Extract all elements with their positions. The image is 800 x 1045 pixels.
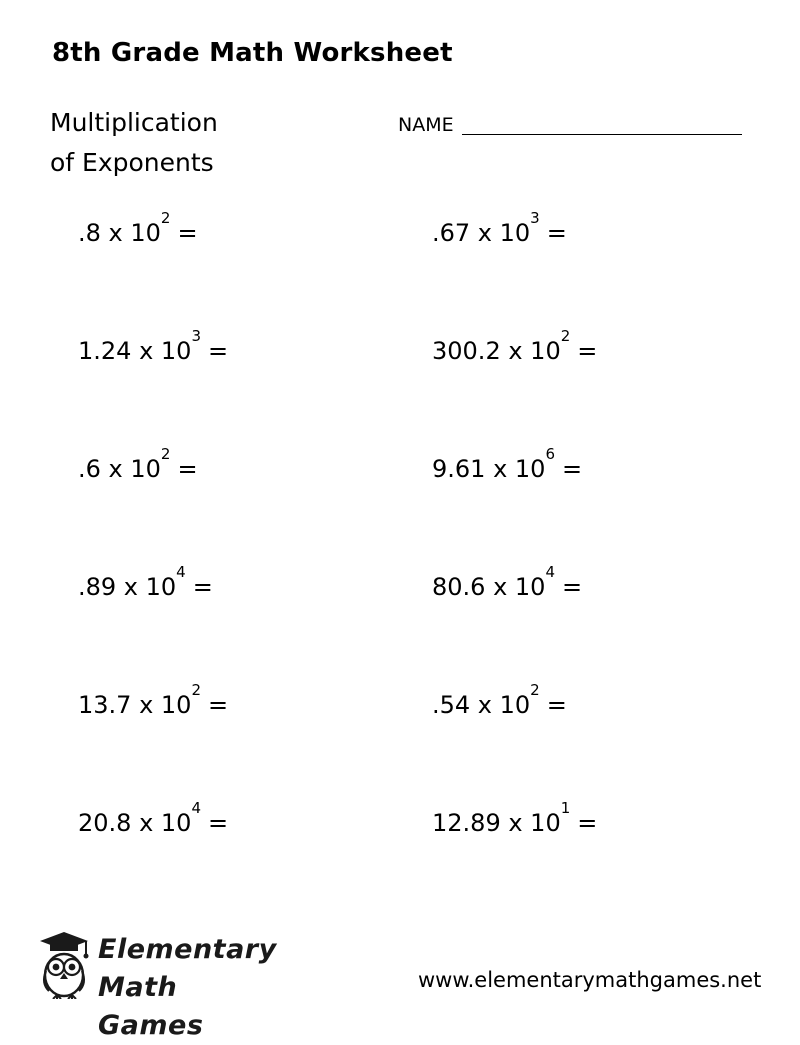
problem-coefficient: 13.7 x 10 <box>78 691 192 719</box>
problem-row <box>0 798 800 926</box>
problem-item <box>432 444 583 484</box>
problem-equals: = <box>546 219 567 247</box>
problem-item <box>78 798 229 838</box>
page-title: 8th Grade Math Worksheet <box>52 38 453 68</box>
problem-item <box>78 326 229 366</box>
problem-coefficient: 1.24 x 10 <box>78 337 192 365</box>
problem-equals: = <box>177 455 198 483</box>
problem-exponent: 2 <box>160 444 171 463</box>
problem-equals: = <box>577 337 598 365</box>
problem-coefficient: 9.61 x 10 <box>432 455 546 483</box>
problem-exponent: 2 <box>560 326 571 345</box>
problem-exponent: 4 <box>176 562 186 581</box>
logo-line2: Math Games <box>98 972 204 1041</box>
problem-coefficient: 20.8 x 10 <box>78 809 192 837</box>
owl-icon <box>36 925 96 999</box>
problem-item <box>432 562 583 602</box>
problem-exponent: 4 <box>545 562 555 581</box>
problem-row <box>0 680 800 808</box>
problem-equals: = <box>207 809 229 837</box>
problem-item <box>78 444 198 484</box>
problem-equals: = <box>192 573 213 601</box>
problem-equals: = <box>207 691 229 719</box>
logo-line1: Elementary <box>98 934 277 965</box>
problem-exponent: 3 <box>191 326 201 345</box>
problem-equals: = <box>561 573 583 601</box>
problem-coefficient: 80.6 x 10 <box>432 573 546 601</box>
problem-coefficient: 300.2 x 10 <box>432 337 561 365</box>
problem-row <box>0 444 800 572</box>
problem-item <box>432 208 567 248</box>
problem-row <box>0 562 800 690</box>
subject-heading <box>50 103 350 183</box>
problem-item <box>78 562 213 602</box>
problem-list <box>0 208 800 926</box>
problem-item <box>432 326 598 366</box>
problem-coefficient: .6 x 10 <box>78 455 161 483</box>
problem-coefficient: 12.89 x 10 <box>432 809 561 837</box>
problem-exponent: 2 <box>191 680 201 699</box>
problem-row <box>0 326 800 454</box>
problem-equals: = <box>207 337 229 365</box>
problem-item <box>78 208 198 248</box>
problem-exponent: 4 <box>191 798 201 817</box>
subject-heading-line2: of Exponents <box>50 148 214 177</box>
problem-equals: = <box>577 809 598 837</box>
name-field-group <box>398 113 742 138</box>
problem-item <box>432 680 567 720</box>
problem-row <box>0 208 800 336</box>
elementary-math-games-logo <box>36 925 286 1041</box>
problem-exponent: 2 <box>160 208 171 227</box>
problem-equals: = <box>177 219 198 247</box>
problem-coefficient: .89 x 10 <box>78 573 177 601</box>
problem-equals: = <box>561 455 583 483</box>
problem-item <box>78 680 229 720</box>
problem-equals: = <box>546 691 567 719</box>
problem-exponent: 1 <box>560 798 571 817</box>
problem-exponent: 3 <box>530 208 540 227</box>
problem-coefficient: .54 x 10 <box>432 691 531 719</box>
problem-coefficient: .67 x 10 <box>432 219 531 247</box>
name-input-line[interactable] <box>462 134 742 135</box>
problem-exponent: 2 <box>530 680 540 699</box>
problem-coefficient: .8 x 10 <box>78 219 161 247</box>
logo-wordmark <box>98 931 286 1045</box>
name-label: NAME <box>398 114 454 136</box>
website-url: www.elementarymathgames.net <box>418 968 762 992</box>
problem-exponent: 6 <box>545 444 555 463</box>
problem-item <box>432 798 598 838</box>
subject-heading-line1: Multiplication <box>50 108 218 137</box>
